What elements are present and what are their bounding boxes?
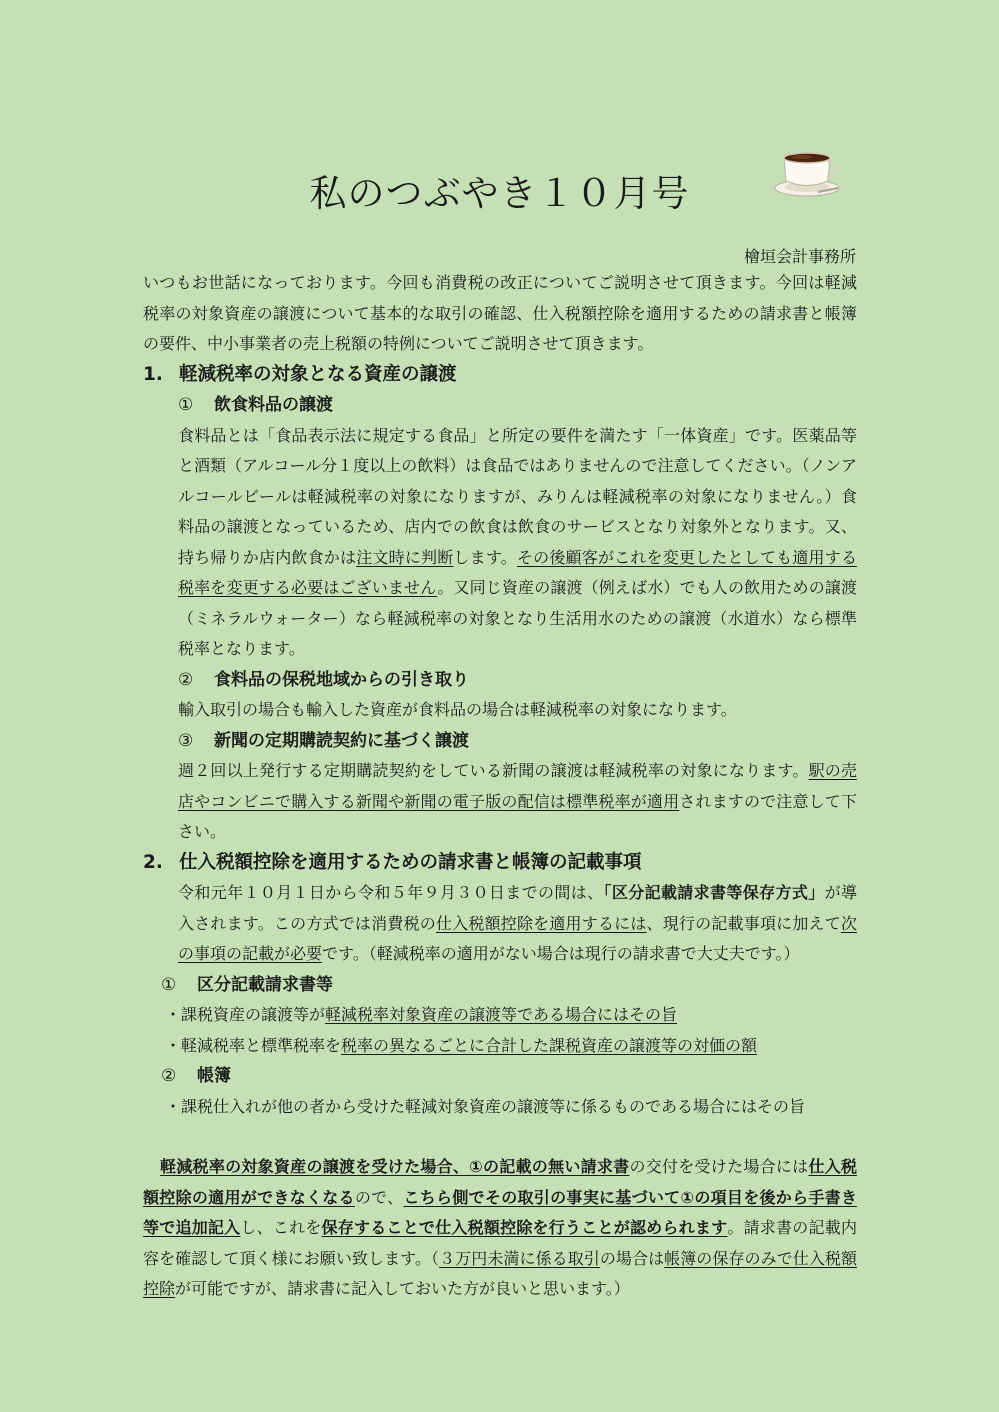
underlined-text: ３万円未満に係る取引 — [439, 1248, 600, 1268]
text: ので、 — [354, 1187, 404, 1207]
subsection-number: ② — [161, 1066, 177, 1086]
subsection-title: 飲食料品の譲渡 — [214, 395, 333, 415]
text: 食料品とは「食品表示法に規定する食品」と所定の要件を満たす「一体資産」です。医薬品等と酒類（アルコール分１度以上の飲料）は食品ではありませんので注意してください。（ノンアルコールビールは軽減税率の対象になりますが、みりんは軽減税率の対象になりません。）食料品の譲渡となっているため、店内での飲食は飲食のサービスとなり対象外となります。又、持ち帰りか店内飲食かは — [178, 425, 857, 567]
section-2-paragraph — [143, 878, 857, 970]
page-title: 私のつぶやき１０月号 — [309, 172, 690, 215]
coffee-cup-icon — [772, 148, 842, 198]
subsection-number: ① — [178, 395, 194, 415]
text: し、これを — [240, 1218, 322, 1237]
text: 。請求書の記載内容を確認して頂く様にお願い致します。（ — [143, 1218, 857, 1268]
text: 週２回以上発行する定期購読契約をしている新聞の譲渡は軽減税率の対象になります。 — [178, 761, 809, 780]
emphasis-text: 軽減税率の対象資産の譲渡を受けた場合、①の記載の無い請求書 — [160, 1157, 630, 1176]
text: が可能ですが、請求書に記入しておいた方が良いと思います。） — [175, 1279, 630, 1298]
text: 。又同じ資産の譲渡（例えば水）でも人の飲用ための譲渡（ミネラルウォーター）なら軽減税率の対象となり生活用水のための譲渡（水道水）なら標準税率となります。 — [178, 578, 857, 658]
underlined-text: 注文時に判断 — [356, 547, 454, 567]
text: 令和元年１０月１日から令和５年９月３０日までの間は、 — [178, 883, 604, 902]
emphasis-text: 保存することで仕入税額控除を行うことが認められます — [321, 1218, 728, 1237]
section-2-1-heading — [143, 970, 857, 1001]
section-1-3-heading — [143, 726, 857, 757]
intro-paragraph: いつもお世話になっております。今回も消費税の改正についてご説明させて頂きます。今回は軽減税率の対象資産の譲渡について基本的な取引の確認、仕入税額控除を適用するための請求書と帳簿の要件、中小事業者の売上税額の特例についてご説明させて頂きます。 — [143, 273, 857, 353]
list-item: ・課税仕入れが他の者から受けた軽減対象資産の譲渡等に係るものである場合にはその旨 — [165, 1096, 806, 1116]
subsection-title: 区分記載請求書等 — [197, 974, 333, 995]
text: です。（軽減税率の適用がない場合は現行の請求書で大丈夫です。） — [322, 944, 800, 963]
underlined-text: 税率の異なるごとに合計した課税資産の譲渡等の対価の額 — [341, 1035, 758, 1055]
underlined-text: 次の事項の記載が必要 — [178, 913, 857, 963]
text: が導入されます。この方式では消費税の — [178, 883, 857, 933]
text: します。 — [453, 547, 517, 567]
section-title: 軽減税率の対象となる資産の譲渡 — [179, 363, 457, 385]
subsection-number: ③ — [178, 730, 194, 751]
section-1-1-paragraph — [143, 421, 857, 665]
office-name: 檜垣会計事務所 — [743, 247, 856, 266]
emphasis-text: 仕入税額控除の適用ができなくなる — [143, 1157, 857, 1207]
section-2-heading — [143, 848, 857, 879]
subsection-title: 新聞の定期購読契約に基づく譲渡 — [214, 730, 469, 751]
section-title: 仕入税額控除を適用するための請求書と帳簿の記載事項 — [179, 851, 642, 873]
subsection-number: ② — [178, 669, 194, 690]
subsection-number: ① — [161, 974, 177, 995]
section-1-1-heading — [143, 390, 857, 421]
section-1-heading — [143, 360, 857, 391]
underlined-text: 軽減税率対象資産の譲渡等である場合にはその旨 — [325, 1005, 678, 1024]
section-number: 1. — [143, 363, 163, 385]
underlined-text: 帳簿の保存のみで仕入税額控除 — [143, 1248, 857, 1298]
subsection-title: 食料品の保税地域からの引き取り — [214, 669, 469, 690]
text: されますので注意して下さい。 — [178, 791, 857, 841]
text: ・軽減税率と標準税率を — [165, 1035, 342, 1055]
text: の交付を受けた場合には — [629, 1157, 809, 1176]
section-1-2-paragraph: 輸入取引の場合も輸入した資産が食料品の場合は軽減税率の対象になります。 — [178, 700, 737, 719]
underlined-text: 仕入税額控除を適用するには — [435, 913, 647, 933]
list-item — [143, 1031, 857, 1062]
section-1-2-heading — [143, 665, 857, 696]
section-2-2-heading — [143, 1061, 857, 1092]
closing-paragraph — [143, 1152, 857, 1305]
text: の場合は — [599, 1248, 665, 1268]
section-number: 2. — [143, 851, 163, 873]
bold-text: 「区分記載請求書等保存方式」 — [603, 883, 825, 902]
list-item — [143, 1000, 857, 1031]
document-body — [143, 268, 857, 1305]
section-1-3-paragraph — [143, 756, 857, 848]
emphasis-text: こちら側でその取引の事実に基づいて①の項目を後から手書き等で追加記入 — [143, 1187, 857, 1237]
subsection-title: 帳簿 — [197, 1066, 231, 1086]
underlined-text: 駅の売店やコンビニで購入する新聞や新聞の電子版の配信は標準税率が適用 — [178, 761, 857, 811]
underlined-text: その後顧客がこれを変更したとしても適用する税率を変更する必要はございません — [178, 547, 857, 597]
text: ・課税資産の譲渡等が — [165, 1005, 326, 1024]
text: 、現行の記載事項に加えて — [646, 913, 841, 933]
